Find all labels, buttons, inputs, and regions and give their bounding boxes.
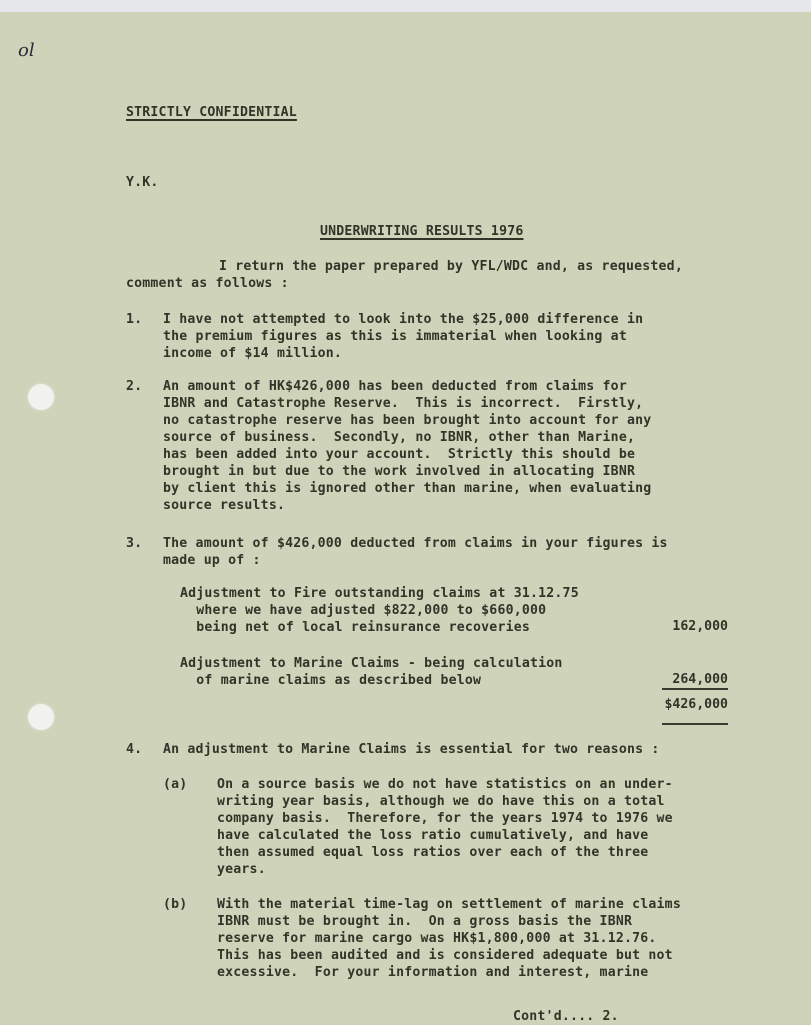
paragraph-line: An amount of HK$426,000 has been deducted from claims for — [163, 379, 627, 394]
paragraph-line: income of $14 million. — [163, 346, 343, 361]
paragraph-line: source results. — [163, 498, 286, 513]
paragraph-line: made up of : — [163, 553, 261, 568]
paragraph-line: writing year basis, although we do have this on a total — [217, 794, 665, 809]
paragraph-line: no catastrophe reserve has been brought into account for any — [163, 413, 652, 428]
paragraph-number: 4. — [126, 742, 143, 757]
paragraph-line: years. — [217, 862, 266, 877]
paragraph-4-line: An adjustment to Marine Claims is essential for two reasons : — [163, 742, 660, 757]
paragraph-line: With the material time-lag on settlement of marine claims — [217, 897, 681, 912]
adjustment-line: Adjustment to Fire outstanding claims at 31.12.75 — [180, 586, 579, 601]
paragraph-line: IBNR must be brought in. On a gross basis the IBNR — [217, 914, 633, 929]
margin-mark: ol — [18, 40, 35, 61]
paragraph-number: 3. — [126, 536, 143, 551]
paragraph-line: This has been audited and is considered adequate but not — [217, 948, 673, 963]
subparagraph-label: (b) — [163, 897, 188, 912]
paragraph-line: IBNR and Catastrophe Reserve. This is incorrect. Firstly, — [163, 396, 644, 411]
intro-line-2: comment as follows : — [126, 276, 289, 291]
adjustment-marine-amount: 264,000 — [672, 672, 728, 687]
adjustment-line: Adjustment to Marine Claims - being calculation — [180, 656, 563, 671]
paragraph-line: excessive. For your information and interest, marine — [217, 965, 649, 980]
addressee: Y.K. — [126, 175, 159, 190]
paragraph-line: I have not attempted to look into the $25,000 difference in — [163, 312, 644, 327]
paragraph-line: The amount of $426,000 deducted from claims in your figures is — [163, 536, 668, 551]
paragraph-line: the premium figures as this is immaterial when looking at — [163, 329, 627, 344]
document-title: UNDERWRITING RESULTS 1976 — [320, 224, 524, 239]
paragraph-number: 2. — [126, 379, 143, 394]
subparagraph-label: (a) — [163, 777, 188, 792]
document-page — [0, 12, 811, 1024]
paragraph-line: has been added into your account. Strictly this should be — [163, 447, 636, 462]
confidential-heading: STRICTLY CONFIDENTIAL — [126, 105, 297, 120]
paragraph-line: source of business. Secondly, no IBNR, other than Marine, — [163, 430, 636, 445]
paragraph-line: On a source basis we do not have statistics on an under- — [217, 777, 673, 792]
paragraph-line: brought in but due to the work involved in allocating IBNR — [163, 464, 636, 479]
punch-hole — [28, 384, 54, 410]
intro-line-1: I return the paper prepared by YFL/WDC and, as requested, — [219, 259, 683, 274]
paragraph-line: reserve for marine cargo was HK$1,800,000 at 31.12.76. — [217, 931, 657, 946]
continuation-footer: Cont'd.... 2. — [513, 1009, 619, 1024]
punch-hole — [28, 704, 54, 730]
paragraph-line: by client this is ignored other than marine, when evaluating — [163, 481, 652, 496]
subtotal-rule — [662, 688, 728, 690]
paragraph-number: 1. — [126, 312, 143, 327]
paragraph-line: have calculated the loss ratio cumulatively, and have — [217, 828, 649, 843]
total-rule — [662, 723, 728, 725]
adjustment-line: where we have adjusted $822,000 to $660,000 — [180, 603, 547, 618]
top-edge — [0, 0, 811, 12]
total-amount: $426,000 — [664, 697, 728, 712]
paragraph-line: company basis. Therefore, for the years 1974 to 1976 we — [217, 811, 673, 826]
adjustment-line: of marine claims as described below — [180, 673, 482, 688]
paragraph-line: then assumed equal loss ratios over each of the three — [217, 845, 649, 860]
adjustment-line: being net of local reinsurance recoveries — [180, 620, 531, 635]
adjustment-fire-amount: 162,000 — [672, 619, 728, 634]
